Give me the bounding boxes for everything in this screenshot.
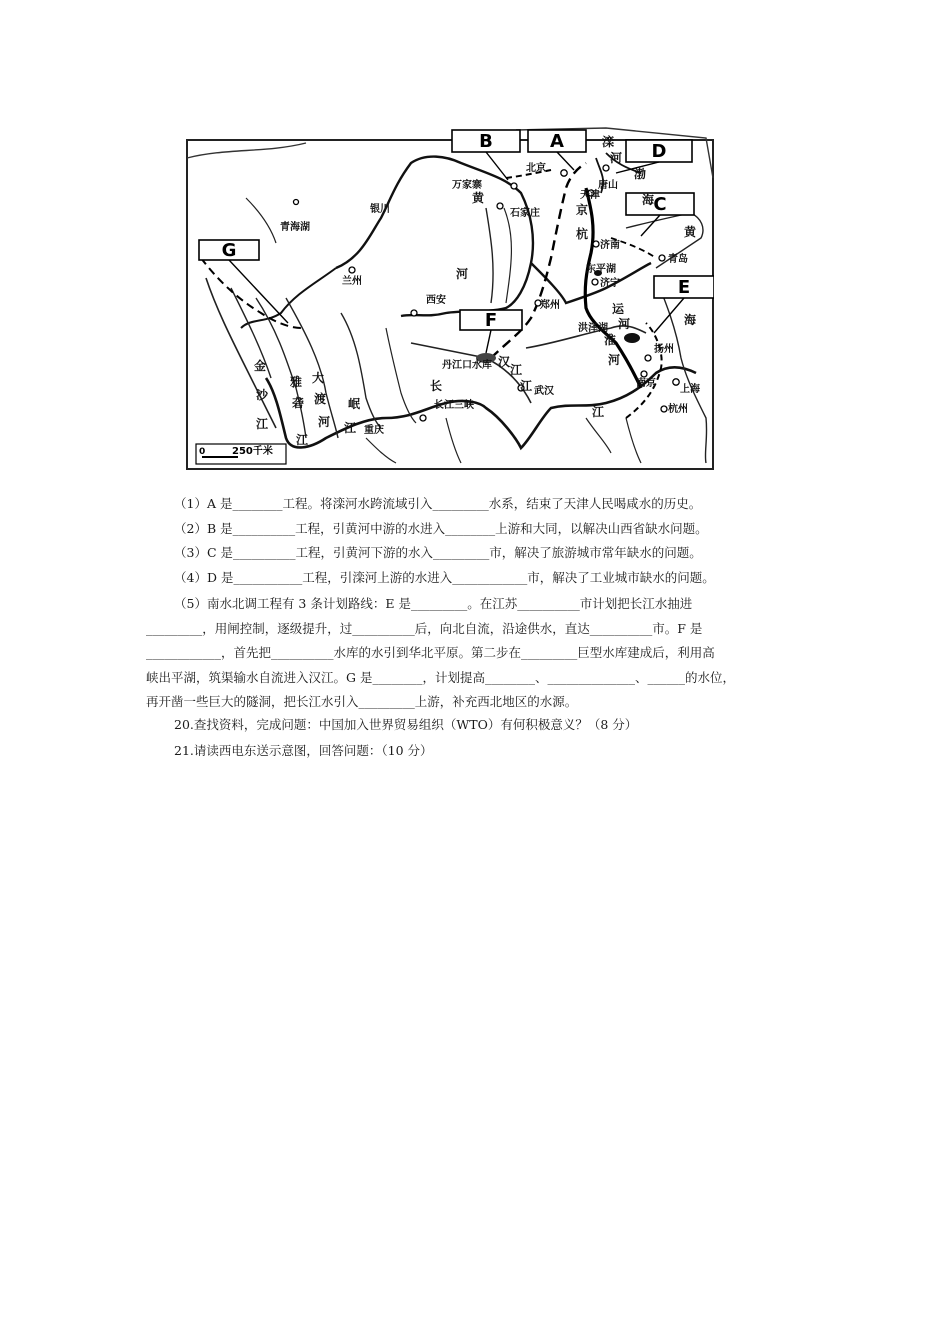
place-hongzehu: 洪泽湖 xyxy=(578,323,608,334)
question-3: （3）C 是__________工程，引黄河下游的水入_________市，解决了旅游城市常年缺水的问题。 xyxy=(174,545,702,560)
river-char: 砻 xyxy=(292,396,305,410)
question-5-line: _________，用闸控制，逐级提升，过__________后，向北自流，沿途供水，直达__________市。F 是 xyxy=(146,620,703,636)
box-label-f: F xyxy=(484,310,498,331)
place-chongqing: 重庆 xyxy=(364,425,384,436)
place-zhengzhou: 郑州 xyxy=(540,300,560,311)
place-wanjiazhai: 万家寨 xyxy=(452,180,482,191)
river-char: 河 xyxy=(610,151,623,165)
river-char: 运 xyxy=(612,302,625,316)
river-char: 河 xyxy=(608,353,621,367)
river-char: 淮 xyxy=(604,333,617,347)
place-hangzhou: 杭州 xyxy=(668,404,688,415)
box-label-e: E xyxy=(677,277,691,298)
place-tangshan: 唐山 xyxy=(598,180,618,191)
river-char: 沙 xyxy=(256,388,269,402)
river-char: 江 xyxy=(296,433,309,447)
box-label-a: A xyxy=(550,131,564,152)
river-char: 江 xyxy=(592,405,605,419)
sea-char: 海 xyxy=(684,313,697,327)
place-jining: 济宁 xyxy=(600,278,620,289)
place-qinghai-lake: 青海湖 xyxy=(280,222,310,233)
place-three-gorges: 长江三峡 xyxy=(434,400,474,411)
river-char: 雅 xyxy=(290,375,303,389)
question-5-line: （5）南水北调工程有 3 条计划路线：E 是_________。在江苏__________市计划把长江水抽进 xyxy=(174,596,693,611)
question-5-line: 再开凿一些巨大的隧洞，把长江水引入_________上游，补充西北地区的水源。 xyxy=(146,694,578,709)
box-label-c: C xyxy=(653,194,667,215)
place-wuhan: 武汉 xyxy=(534,386,554,397)
river-char: 江 xyxy=(344,421,357,435)
place-shanghai: 上海 xyxy=(680,384,700,395)
place-tianjin: 天津 xyxy=(580,190,600,201)
place-yinchuan: 银川 xyxy=(370,204,390,215)
box-label-g: G xyxy=(221,240,237,261)
question-21: 21.请读西电东送示意图，回答问题：（10 分） xyxy=(174,743,433,758)
river-char: 河 xyxy=(318,415,331,429)
sea-char: 渤 xyxy=(634,167,647,181)
place-dongpinghu: 东平湖 xyxy=(586,264,616,275)
box-label-b: B xyxy=(479,131,493,152)
river-char: 河 xyxy=(618,317,631,331)
river-char: 大 xyxy=(312,371,325,385)
river-char: 金 xyxy=(254,359,267,373)
river-char: 杭 xyxy=(576,227,589,241)
river-char: 滦 xyxy=(602,135,615,149)
place-beijing: 北京 xyxy=(526,163,546,174)
river-char: 长 xyxy=(430,379,443,393)
question-5-line: ____________，首先把__________水库的水引到华北平原。第二步在_________巨型水库建成后，利用高 xyxy=(146,645,715,660)
sea-char: 黄 xyxy=(684,225,697,239)
river-char: 江 xyxy=(510,363,523,377)
place-danjiangkou: 丹江口水库 xyxy=(442,360,492,371)
sea-char: 海 xyxy=(642,193,655,207)
river-char: 渡 xyxy=(314,392,327,406)
place-shijiazhuang: 石家庄 xyxy=(510,208,540,219)
question-2: （2）B 是__________工程，引黄河中游的水进入________上游和大同，以解决山西省缺水问题。 xyxy=(174,521,708,536)
question-20: 20.查找资料，完成问题：中国加入世界贸易组织（WTO）有何积极意义？（8 分） xyxy=(174,717,638,732)
scale-bar xyxy=(196,444,286,464)
river-char: 江 xyxy=(256,417,269,431)
box-label-d: D xyxy=(651,141,667,162)
place-qingdao: 青岛 xyxy=(668,254,688,265)
place-xian: 西安 xyxy=(426,295,446,306)
scale-zero: 0 xyxy=(199,447,206,457)
place-yangzhou: 扬州 xyxy=(654,344,674,355)
question-4: （4）D 是___________工程，引滦河上游的水进入____________市，解决了工业城市缺水的问题。 xyxy=(174,570,715,585)
question-1: （1）A 是________工程。将滦河水跨流域引入_________水系，结束了天津人民喝咸水的历史。 xyxy=(174,496,702,511)
river-char: 京 xyxy=(576,203,589,217)
place-jinan: 济南 xyxy=(600,240,620,251)
question-5 xyxy=(146,592,810,715)
river-char: 汉 xyxy=(498,355,511,369)
river-char: 河 xyxy=(456,267,469,281)
place-nanjing: 南京 xyxy=(636,378,656,389)
water-transfer-map xyxy=(186,118,714,470)
place-lanzhou: 兰州 xyxy=(342,276,362,287)
river-char: 江 xyxy=(520,379,533,393)
river-char: 岷 xyxy=(348,397,361,411)
scale-label: 250千米 xyxy=(232,446,273,457)
river-char: 黄 xyxy=(472,191,485,205)
question-5-line: 峡出平湖，筑渠输水自流进入汉江。G 是________，计划提高________、______________、______的水位， xyxy=(146,669,735,685)
